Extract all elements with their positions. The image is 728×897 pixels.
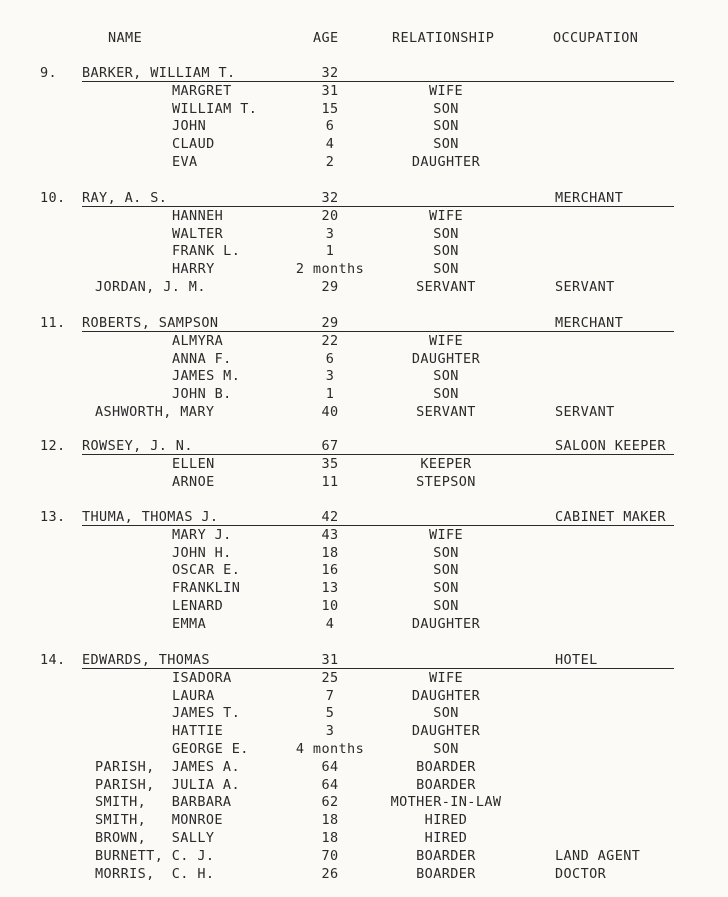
- member-age: 35: [321, 455, 339, 472]
- member-relationship: STEPSON: [416, 473, 476, 490]
- member-name: ASHWORTH, MARY: [95, 404, 215, 420]
- member-age: 4 months: [295, 741, 365, 757]
- member-age: 1: [325, 243, 335, 260]
- member-name: JAMES M.: [172, 368, 241, 385]
- member-age: 29: [321, 279, 339, 295]
- member-name: ISADORA: [172, 669, 232, 686]
- member-name: GEORGE E.: [172, 741, 249, 757]
- member-relationship: SON: [433, 705, 459, 722]
- member-age: 31: [321, 652, 339, 668]
- member-name: LAURA: [172, 687, 215, 704]
- member-age: 31: [321, 82, 339, 99]
- member-name: FRANK L.: [172, 243, 241, 260]
- member-name: MARY J.: [172, 526, 232, 543]
- member-name: CLAUD: [172, 136, 215, 153]
- member-relationship: BOARDER: [416, 776, 476, 793]
- header-occupation: OCCUPATION: [553, 30, 639, 46]
- member-name: HANNEH: [172, 207, 224, 224]
- member-name: PARISH, JAMES A.: [95, 758, 240, 775]
- member-relationship: DAUGHTER: [411, 687, 481, 704]
- member-age: 70: [321, 847, 339, 864]
- member-relationship: DAUGHTER: [411, 615, 481, 632]
- member-relationship: HIRED: [424, 812, 468, 829]
- member-name: LENARD: [172, 598, 224, 614]
- member-name: JAMES T.: [172, 705, 241, 722]
- member-age: 2: [325, 154, 335, 170]
- member-name: JOHN B.: [172, 386, 232, 403]
- member-relationship: SON: [433, 118, 459, 135]
- member-age: 25: [321, 669, 339, 686]
- member-relationship: WIFE: [428, 526, 464, 543]
- head-of-household-name: RAY, A. S.: [82, 190, 168, 206]
- member-age: 26: [321, 865, 339, 882]
- member-name: SMITH, BARBARA: [95, 794, 232, 811]
- member-age: 62: [321, 794, 339, 811]
- member-name: WALTER: [172, 225, 224, 242]
- member-occupation: SERVANT: [555, 404, 615, 420]
- member-age: 1: [325, 386, 335, 403]
- member-age: 2 months: [295, 261, 365, 278]
- household-number: 11.: [40, 315, 66, 331]
- member-age: 6: [325, 118, 335, 135]
- member-relationship: BOARDER: [416, 758, 476, 775]
- member-relationship: SON: [433, 580, 459, 597]
- member-name: SMITH, MONROE: [95, 812, 223, 829]
- member-relationship: WIFE: [428, 82, 464, 99]
- member-name: MARGRET: [172, 82, 232, 99]
- member-age: 20: [321, 207, 339, 224]
- member-relationship: WIFE: [428, 207, 464, 224]
- member-occupation: DOCTOR: [555, 865, 607, 882]
- member-age: 40: [321, 404, 339, 420]
- member-name: PARISH, JULIA A.: [95, 776, 240, 793]
- member-relationship: BOARDER: [416, 847, 476, 864]
- member-name: JOHN H.: [172, 544, 232, 561]
- member-occupation: SALOON KEEPER: [555, 438, 666, 454]
- member-age: 22: [321, 332, 339, 349]
- member-age: 42: [321, 509, 339, 525]
- member-relationship: DAUGHTER: [411, 154, 481, 170]
- member-relationship: SON: [433, 100, 459, 117]
- member-age: 3: [325, 225, 335, 242]
- head-of-household-name: EDWARDS, THOMAS: [82, 652, 210, 668]
- head-of-household-name: BARKER, WILLIAM T.: [82, 65, 236, 81]
- member-name: BURNETT, C. J.: [95, 847, 215, 864]
- member-occupation: MERCHANT: [555, 190, 624, 206]
- member-name: HARRY: [172, 261, 215, 278]
- member-relationship: SERVANT: [416, 404, 476, 420]
- member-name: FRANKLIN: [172, 580, 241, 597]
- member-relationship: MOTHER-IN-LAW: [390, 794, 502, 811]
- member-relationship: BOARDER: [416, 865, 476, 882]
- member-age: 18: [321, 812, 339, 829]
- member-age: 18: [321, 544, 339, 561]
- member-occupation: LAND AGENT: [555, 847, 641, 864]
- member-occupation: MERCHANT: [555, 315, 624, 331]
- member-name: ALMYRA: [172, 332, 224, 349]
- member-age: 64: [321, 776, 339, 793]
- household-number: 9.: [40, 65, 58, 81]
- member-age: 4: [325, 615, 335, 632]
- member-relationship: HIRED: [424, 830, 468, 846]
- member-age: 4: [325, 136, 335, 153]
- head-of-household-name: ROBERTS, SAMPSON: [82, 315, 219, 331]
- member-name: ANNA F.: [172, 350, 232, 367]
- member-name: HATTIE: [172, 723, 224, 740]
- header-name: NAME: [108, 30, 143, 46]
- member-relationship: DAUGHTER: [411, 723, 481, 740]
- member-age: 18: [321, 830, 339, 846]
- head-of-household-name: THUMA, THOMAS J.: [82, 509, 219, 525]
- member-name: EVA: [172, 154, 198, 170]
- member-occupation: SERVANT: [555, 279, 615, 295]
- member-age: 16: [321, 562, 339, 579]
- household-number: 12.: [40, 438, 66, 454]
- member-age: 67: [321, 438, 339, 454]
- member-name: WILLIAM T.: [172, 100, 258, 117]
- member-relationship: SON: [433, 598, 459, 614]
- member-relationship: SON: [433, 261, 459, 278]
- member-occupation: HOTEL: [555, 652, 598, 668]
- member-age: 13: [321, 580, 339, 597]
- member-relationship: KEEPER: [420, 455, 472, 472]
- member-age: 29: [321, 315, 339, 331]
- member-relationship: WIFE: [428, 669, 464, 686]
- member-relationship: SON: [433, 386, 459, 403]
- member-name: JOHN: [172, 118, 207, 135]
- member-name: MORRIS, C. H.: [95, 865, 215, 882]
- member-age: 32: [321, 190, 339, 206]
- member-relationship: SON: [433, 136, 459, 153]
- member-age: 11: [321, 473, 339, 490]
- member-age: 64: [321, 758, 339, 775]
- member-age: 15: [321, 100, 339, 117]
- head-of-household-name: ROWSEY, J. N.: [82, 438, 193, 454]
- household-number: 14.: [40, 652, 66, 668]
- member-relationship: SON: [433, 243, 459, 260]
- member-relationship: DAUGHTER: [411, 350, 481, 367]
- member-age: 3: [325, 368, 335, 385]
- member-relationship: SON: [433, 225, 459, 242]
- member-name: EMMA: [172, 615, 207, 632]
- member-age: 10: [321, 598, 339, 614]
- member-relationship: SON: [433, 544, 459, 561]
- member-relationship: SON: [433, 368, 459, 385]
- member-name: ELLEN: [172, 455, 215, 472]
- member-age: 5: [325, 705, 335, 722]
- member-name: ARNOE: [172, 473, 215, 490]
- member-age: 7: [325, 687, 335, 704]
- header-relationship: RELATIONSHIP: [392, 30, 495, 46]
- member-relationship: SERVANT: [416, 279, 476, 295]
- household-number: 13.: [40, 509, 66, 525]
- member-occupation: CABINET MAKER: [555, 509, 666, 525]
- member-age: 32: [321, 65, 339, 81]
- header-age: AGE: [313, 30, 339, 46]
- member-name: OSCAR E.: [172, 562, 241, 579]
- member-relationship: SON: [433, 562, 459, 579]
- member-age: 43: [321, 526, 339, 543]
- member-name: JORDAN, J. M.: [95, 279, 206, 295]
- household-number: 10.: [40, 190, 66, 206]
- member-age: 6: [325, 350, 335, 367]
- member-age: 3: [325, 723, 335, 740]
- member-relationship: SON: [433, 741, 459, 757]
- member-name: BROWN, SALLY: [95, 830, 215, 846]
- member-relationship: WIFE: [428, 332, 464, 349]
